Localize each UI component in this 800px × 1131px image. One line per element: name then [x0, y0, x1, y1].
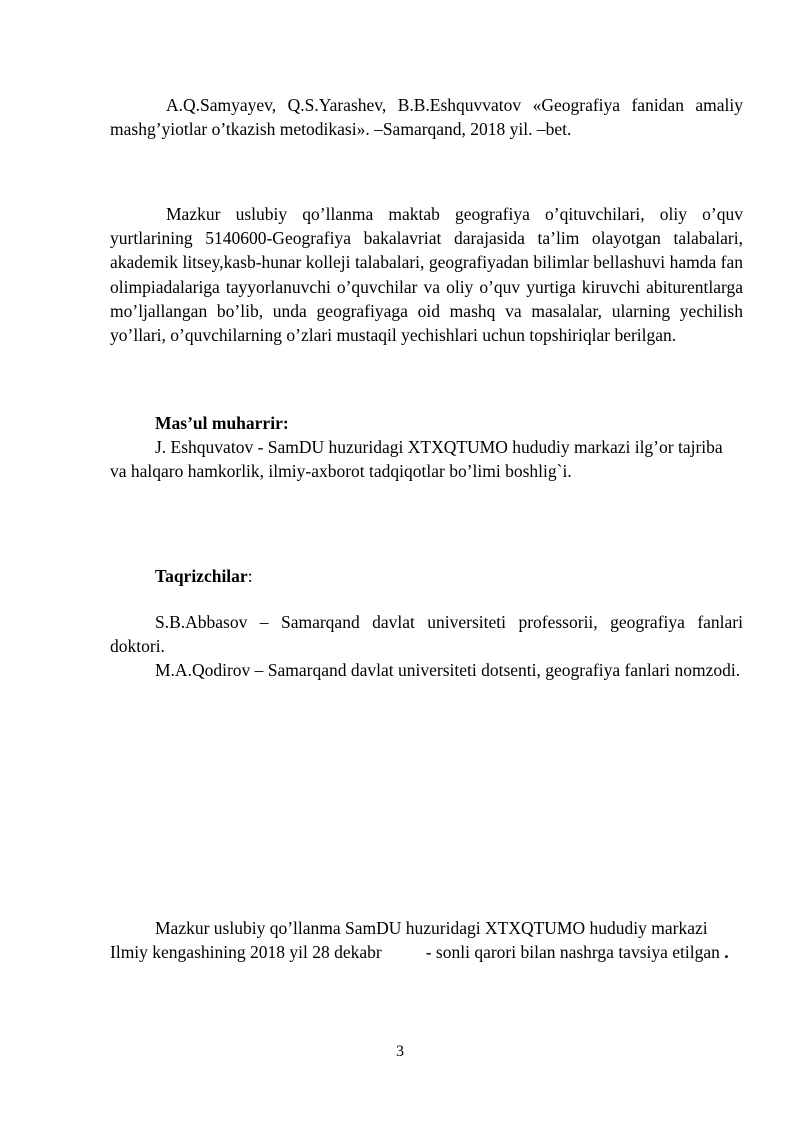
title-paragraph [110, 93, 743, 141]
editor-heading-block [110, 411, 743, 435]
abstract-paragraph: Mazkur uslubiy qo’llanma maktab geografiya o’qituvchilari, oliy o’quv yurtlarining 5140600-Geografiya bakalavriat darajasida ta’lim olayotgan talabalari, akademik litsey,kasb-hunar kolleji talabalari, geografiyadan bilimlar bellashuvi hamda fan olimpiadalariga tayyorlanuvchi o’quvchilar va oliy o’quv yurtiga kiruvchi abiturentlarga mo’ljallangan bo’lib, unda geografiyaga oid mashq va masalalar, ularning yechilish yo’llari, o’quvchilarning o’zlari mustaqil yechishlari uchun topshiriqlar berilgan. [110, 204, 743, 346]
reviewers-heading [110, 564, 743, 588]
editor-body-block [110, 435, 743, 483]
page-number: 3 [396, 1043, 404, 1060]
reviewers-heading-label: Taqrizchilar [155, 566, 248, 586]
work-title-text: «Geografiya fanidan amaliy mashg’yiotlar o’tkazish metodikasi» [110, 95, 743, 140]
editor-heading: Mas’ul muharrir: [155, 413, 289, 433]
reviewer-entry: S.B.Abbasov – Samarqand davlat universiteti professorii, geografiya fanlari doktori. [110, 612, 743, 657]
approval-note-part2: - sonli qarori bilan nashrga tavsiya etilgan [425, 942, 720, 963]
approval-note-period: . [724, 942, 729, 963]
editor-body: J. Eshquvatov - SamDU huzuridagi XTXQTUMO hududiy markazi ilg’or tajriba va halqaro hamkorlik, ilmiy-axborot tadqiqotlar bo’limi boshlig`i. [110, 437, 723, 482]
abstract-block [110, 202, 743, 347]
title-block [110, 93, 743, 141]
imprint-text: . –Samarqand, 2018 yil. –bet. [365, 119, 572, 140]
reviewers-heading-colon: : [247, 566, 253, 586]
reviewers-block [110, 610, 743, 683]
approval-note-block [110, 916, 743, 964]
approval-note-part1: Mazkur uslubiy qo’llanma SamDU huzuridagi XTXQTUMO hududiy markazi Ilmiy kengashining 2018 yil 28 dekabr [110, 918, 708, 963]
approval-note [110, 916, 743, 964]
authors-text: A.Q.Samyayev, Q.S.Yarashev, B.B.Eshquvvatov [166, 95, 522, 115]
reviewers-heading-block [110, 564, 743, 588]
reviewer-entry: M.A.Qodirov – Samarqand davlat universiteti dotsenti, geografiya fanlari nomzodi. [155, 660, 741, 681]
